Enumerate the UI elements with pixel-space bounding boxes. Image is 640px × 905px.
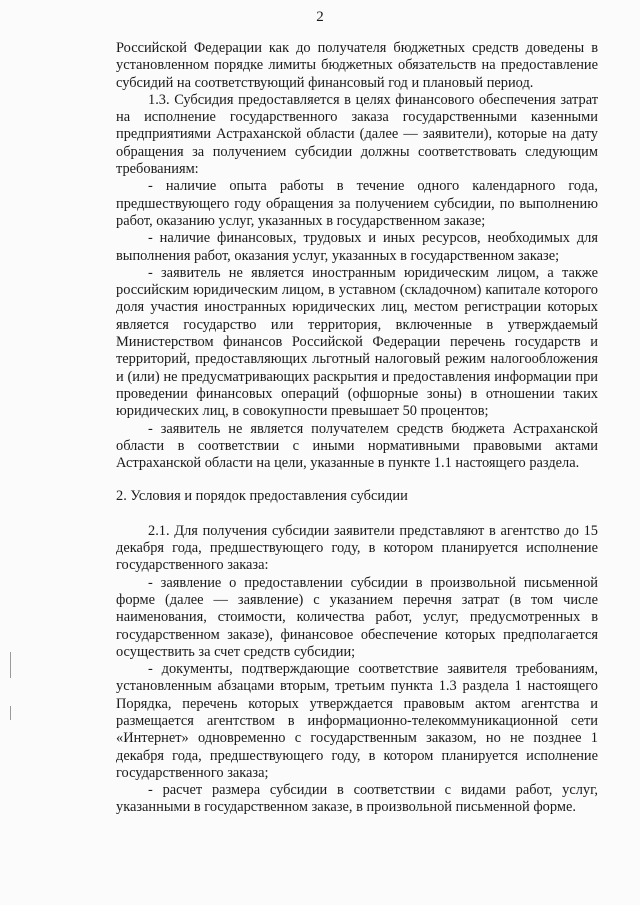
document-body <box>116 40 598 817</box>
list-item: - документы, подтверждающие соответствие заявителя требованиям, установленным абзацами вторым, третьим пункта 1.3 раздела 1 настоящего Порядка, перечень которых утверждается правовым актом агентства и размещается агентством в информационно-телекоммуникационной сети «Интернет» одновременно с государственным заказом, но не позднее 1 декабря года, предшествующего году, в котором планируется исполнение государственного заказа; <box>116 661 598 781</box>
margin-scan-mark <box>10 652 11 678</box>
list-item: - заявление о предоставлении субсидии в произвольной письменной форме (далее — заявление) с указанием перечня затрат (в том числе наименования, стоимости, количества работ, услуг, предусмотренных в государственном заказе), финансовое обеспечение которых предполагается осуществить за счет средств субсидии; <box>116 574 598 660</box>
paragraph: 1.3. Субсидия предоставляется в целях финансового обеспечения затрат на исполнение государственного заказа государственными казенными предприятиями Астраханской области (далее — заявители), которые на дату обращения за получением субсидии должны соответствовать следующим требованиям: <box>116 91 598 178</box>
paragraph: Российской Федерации как до получателя бюджетных средств доведены в установленном порядке лимиты бюджетных обязательств на предоставление субсидий на соответствующий финансовый год и плановый период. <box>116 40 598 91</box>
margin-scan-mark <box>10 706 11 720</box>
section-heading: 2. Условия и порядок предоставления субсидии <box>116 488 408 505</box>
list-item: - заявитель не является получателем средств бюджета Астраханской области в соответствии с иными нормативными правовыми актами Астраханской области на цели, указанные в пункте 1.1 настоящего раздела. <box>116 420 598 472</box>
list-item: - наличие финансовых, трудовых и иных ресурсов, необходимых для выполнения работ, оказания услуг, указанных в государственном заказе; <box>116 230 598 264</box>
list-item: - наличие опыта работы в течение одного календарного года, предшествующего году обращения за получением субсидии, по выполнению работ, оказанию услуг, указанных в государственном заказе; <box>116 178 598 229</box>
list-item: - заявитель не является иностранным юридическим лицом, а также российским юридическим лицом, в уставном (складочном) капитале которого доля участия иностранных юридических лиц, местом регистрации которых является государство или территория, включенные в утверждаемый Министерством финансов Российской Федерации перечень государств и территорий, предоставляющих льготный налоговый режим налогообложения и (или) не предусматривающих раскрытия и предоставления информации при проведении финансовых операций (офшорные зоны) в отношении таких юридических лиц, в совокупности превышает 50 процентов; <box>116 264 598 420</box>
list-item: - расчет размера субсидии в соответствии с видами работ, услуг, указанными в государственном заказе, в произвольной письменной форме. <box>116 782 598 816</box>
paragraph: 2.1. Для получения субсидии заявители представляют в агентство до 15 декабря года, предшествующего году, в котором планируется исполнение государственного заказа: <box>116 522 598 574</box>
page-number: 2 <box>316 9 324 25</box>
